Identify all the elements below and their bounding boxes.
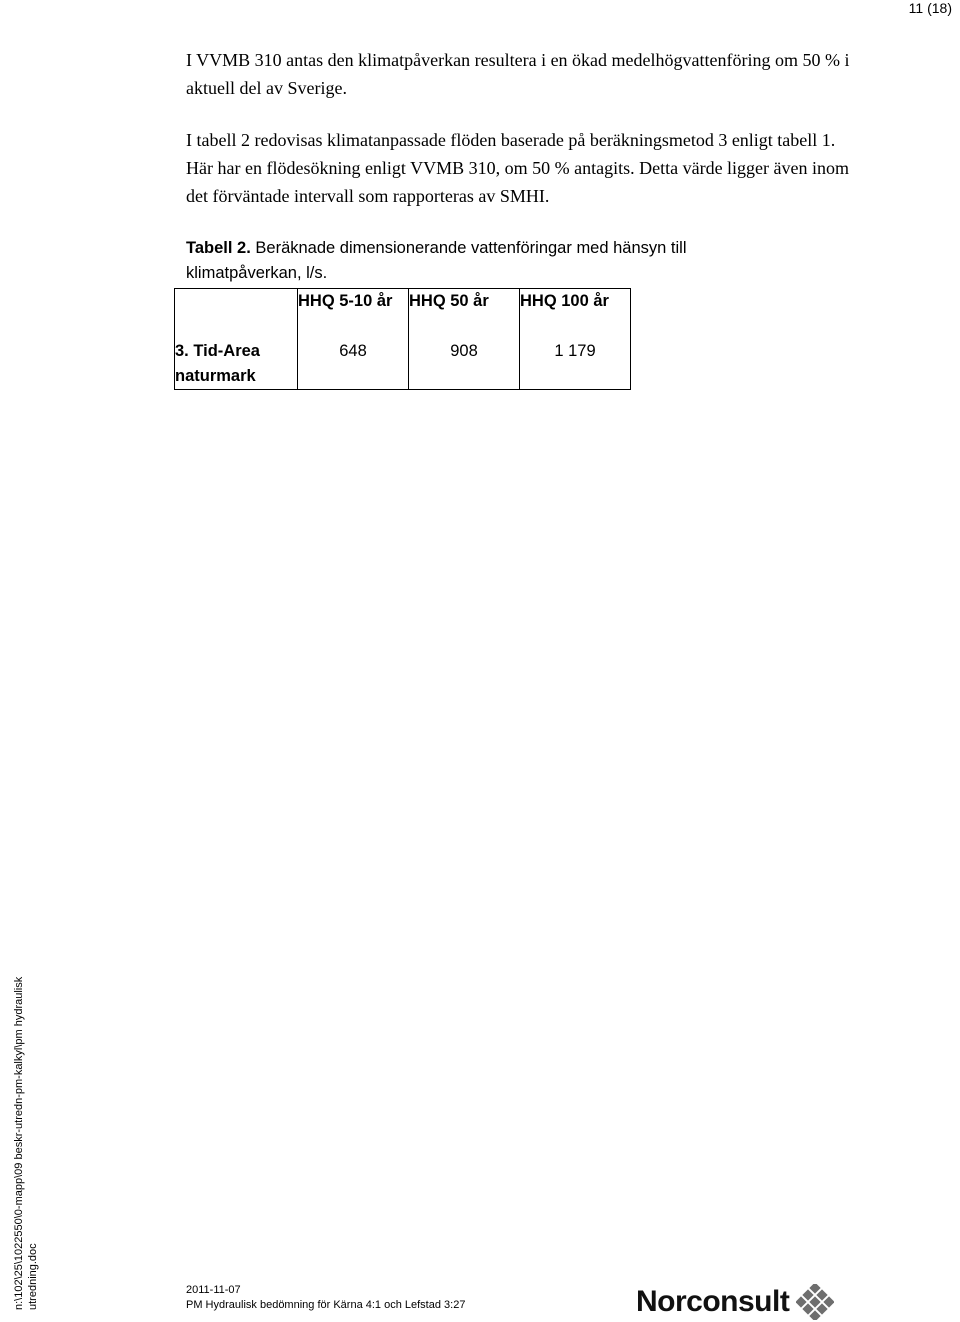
table-cell-hhq-50: 908	[409, 339, 520, 390]
table-header-hhq-5-10: HHQ 5-10 år	[298, 289, 409, 340]
table-caption	[186, 236, 786, 286]
footer-date: 2011-11-07	[186, 1284, 241, 1296]
flow-table	[174, 288, 631, 390]
table-header-row	[175, 289, 631, 340]
footer	[186, 1283, 465, 1313]
document-path-line1: n:\102\25\1022550\0-mapp\09 beskr-utredn-pm-kalkyl\pm hydraulisk	[13, 976, 25, 1310]
footer-title: PM Hydraulisk bedömning för Kärna 4:1 och Lefstad 3:27	[186, 1299, 466, 1311]
table-header-empty	[175, 289, 298, 340]
paragraph-climate-impact: I VVMB 310 antas den klimatpåverkan resultera i en ökad medelhögvattenföring om 50 % i aktuell del av Sverige.	[186, 50, 850, 98]
logo-text: Norconsult	[636, 1285, 790, 1318]
paragraph-table-description: I tabell 2 redovisas klimatanpassade flöden baserade på beräkningsmetod 3 enligt tabell 1. Här har en flödesökning enligt VVMB 310, om 50 % antagits. Detta värde ligger även inom det förväntade intervall som rapporteras av SMHI.	[186, 130, 850, 206]
norconsult-logo	[636, 1282, 836, 1322]
norconsult-diamond-logo-icon	[796, 1284, 834, 1320]
table-header-hhq-50: HHQ 50 år	[409, 289, 520, 340]
table-caption-text: Beräknade dimensionerande vattenföringar med hänsyn till klimatpåverkan, l/s.	[186, 239, 687, 282]
table-row	[175, 339, 631, 390]
table-header-hhq-100: HHQ 100 år	[520, 289, 631, 340]
table-cell-hhq-100: 1 179	[520, 339, 631, 390]
page-number: 11 (18)	[908, 0, 952, 16]
document-path-line2: utredning.doc	[27, 1243, 39, 1310]
table-row-label: 3. Tid-Area naturmark	[175, 339, 298, 390]
document-path-sidebar	[12, 977, 40, 1310]
table-caption-label: Tabell 2.	[186, 239, 251, 257]
table-cell-hhq-5-10: 648	[298, 339, 409, 390]
